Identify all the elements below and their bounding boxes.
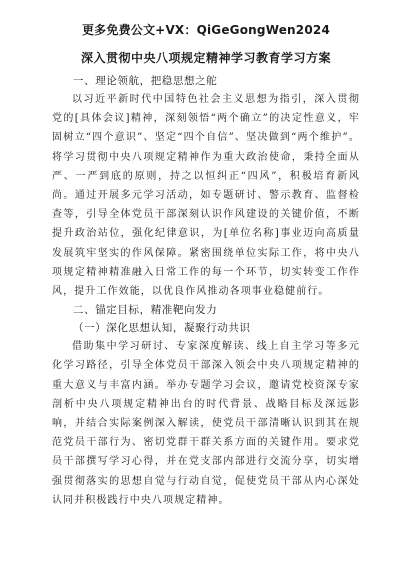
section-heading-2: 二、锚定目标，精准靶向发力 xyxy=(73,304,218,317)
document-title: 深入贯彻中央八项规定精神学习教育学习方案 xyxy=(80,51,331,65)
section-paragraph-1: 以习近平新时代中国特色社会主义思想为指引，深入贯彻党的[具体会议]精神，深刻领悟“两个确立”的决定性意义，牢固树立“四个意识”、坚定“四个自信”、坚决做到“两个维护”。将学习贯彻中央八项规定精神作为重大政治使命，秉持全面从严、一严到底的原则，持之以恒纠正“四风”，积极培育新风尚。通过开展多元学习活动，如专题研讨、警示教育、监督检查等，引导全体党员干部深刻认识作风建设的关键价值，不断提升政治站位，强化纪律意识，为[单位名称]事业迈向高质量发展筑牢坚实的作风保障。紧密围绕单位实际工作，将中央八项规定精神精准融入日常工作的每一个环节，切实转变工作作风，提升工作效能，以优良作风推动各项事业稳健前行。 xyxy=(52,94,360,298)
watermark-header: 更多免费公文+VX：QiGeGongWen2024 xyxy=(81,23,330,37)
subsection-paragraph-1: 借助集中学习研讨、专家深度解读、线上自主学习等多元化学习路径，引导全体党员干部深入领会中央八项规定精神的重大意义与丰富内涵。举办专题学习会议，邀请党校资深专家剖析中央八项规定精神出台的时代背景、战略目标及深远影响，并结合实际案例深入解读，使党员干部清晰认识到其在规范党员干部行为、密切党群干群关系方面的关键作用。要求党员干部撰写学习心得，并在党支部内部进行交流分享，切实增强贯彻落实的思想自觉与行动自觉，促使党员干部从内心深处认同并积极践行中央八项规定精神。 xyxy=(52,341,360,506)
subsection-heading-1: （一）深化思想认知，凝聚行动共识 xyxy=(73,322,251,335)
section-heading-1: 一、理论领航，把稳思想之舵 xyxy=(73,75,218,87)
